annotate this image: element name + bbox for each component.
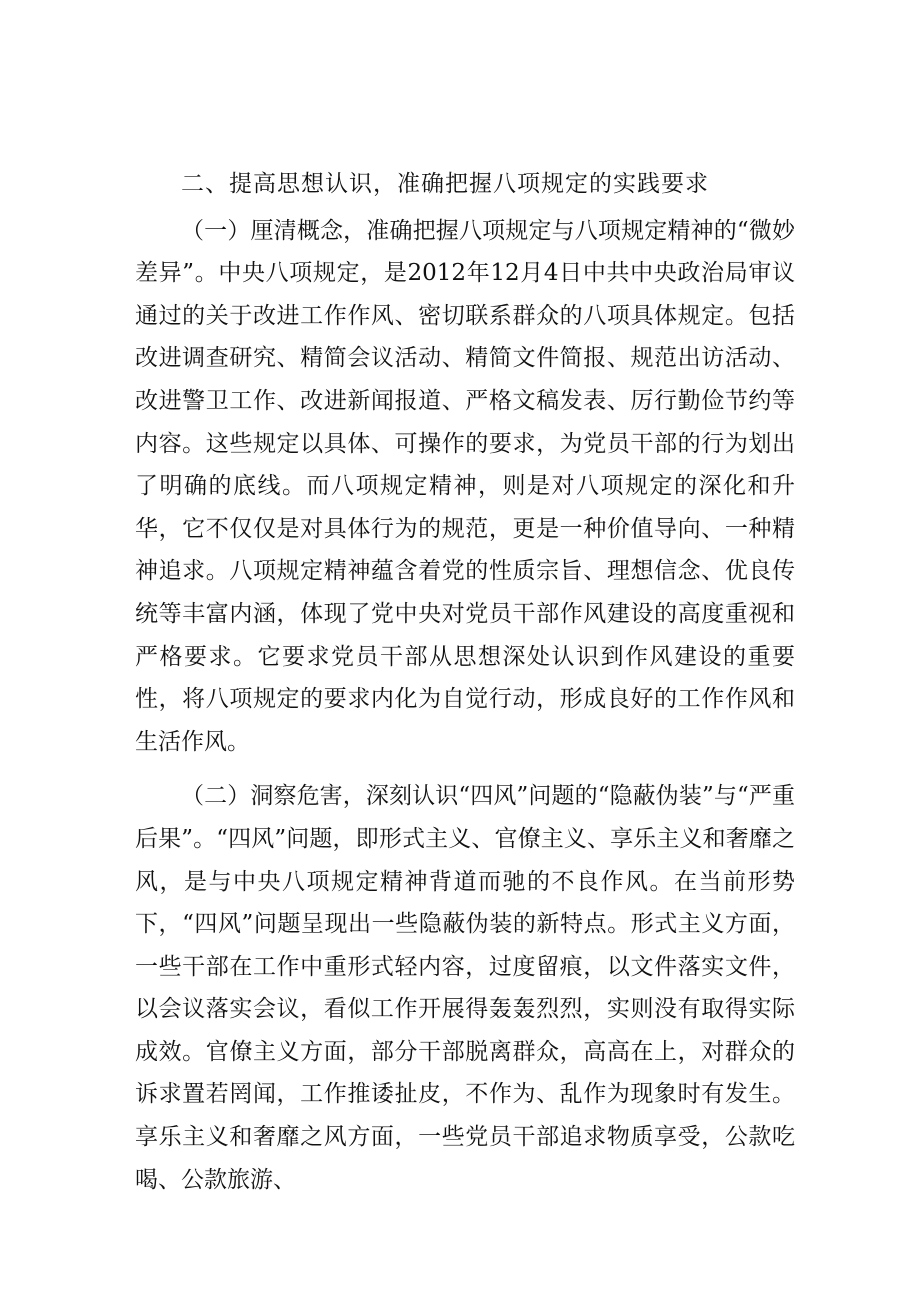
- section-heading: 二、提高思想认识，准确把握八项规定的实践要求: [181, 171, 709, 197]
- paragraph-2: （二）洞察危害，深刻认识“四风”问题的“隐蔽伪装”与“严重后果”。“四风”问题，即形式主义、官僚主义、享乐主义和奢靡之风，是与中央八项规定精神背道而驰的不良作风。在当前形势下，“四风”问题呈现出一些隐蔽伪装的新特点。形式主义方面，一些干部在工作中重形式轻内容，过度留痕，以文件落实文件，以会议落实会议，看似工作开展得轰轰烈烈，实则没有取得实际成效。官僚主义方面，部分干部脱离群众，高高在上，对群众的诉求置若罔闻，工作推诿扯皮，不作为、乱作为现象时有发生。享乐主义和奢靡之风方面，一些党员干部追求物质享受，公款吃喝、公款旅游、: [135, 783, 795, 1193]
- document-body: [135, 163, 795, 1213]
- paragraph-1: （一）厘清概念，准确把握八项规定与八项规定精神的“微妙差异”。中央八项规定，是2012年12月4日中共中央政治局审议通过的关于改进工作作风、密切联系群众的八项具体规定。包括改进调查研究、精简会议活动、精简文件简报、规范出访活动、改进警卫工作、改进新闻报道、严格文稿发表、厉行勤俭节约等内容。这些规定以具体、可操作的要求，为党员干部的行为划出了明确的底线。而八项规定精神，则是对八项规定的深化和升华，它不仅仅是对具体行为的规范，更是一种价值导向、一种精神追求。八项规定精神蕴含着党的性质宗旨、理想信念、优良传统等丰富内涵，体现了党中央对党员干部作风建设的高度重视和严格要求。它要求党员干部从思想深处认识到作风建设的重要性，将八项规定的要求内化为自觉行动，形成良好的工作作风和生活作风。: [135, 217, 795, 755]
